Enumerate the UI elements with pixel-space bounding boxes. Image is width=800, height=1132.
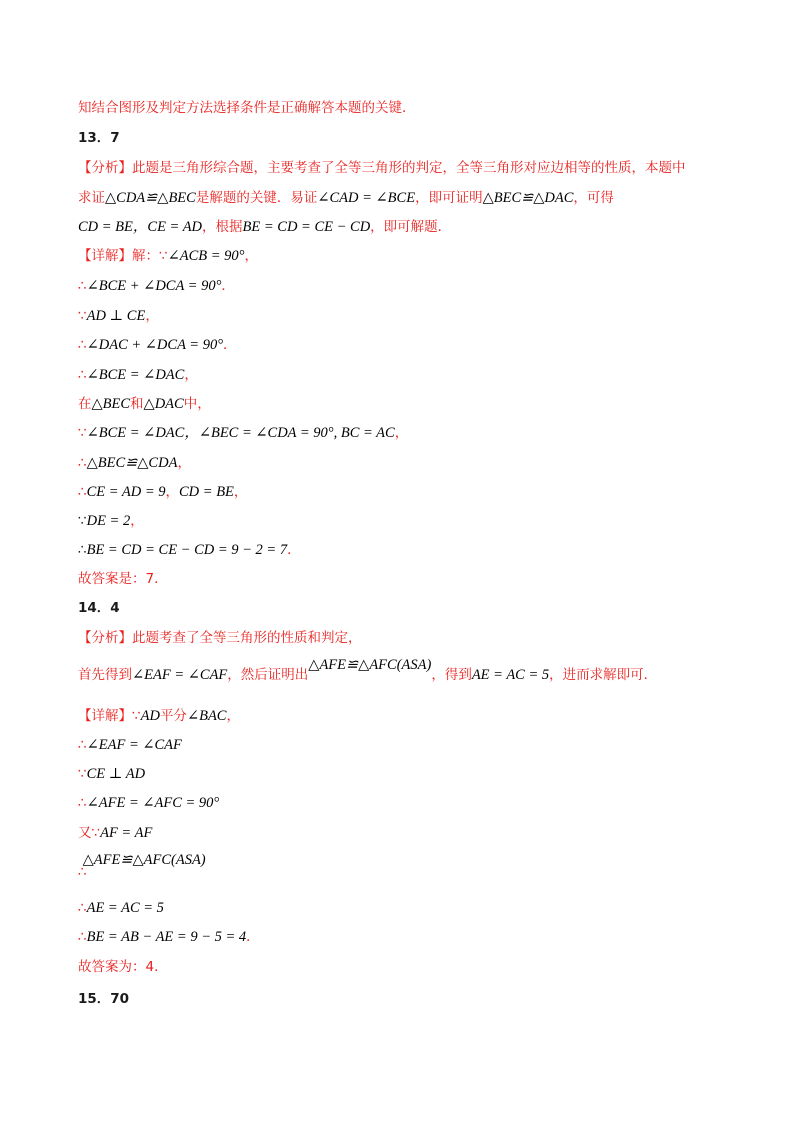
text: 【详解】解：∵ xyxy=(78,248,168,264)
text: 【分析】此题考查了全等三角形的性质和判定， xyxy=(78,630,362,646)
math-expression: CD = BE xyxy=(179,484,234,500)
answer-heading-13 xyxy=(78,128,120,148)
text: 中， xyxy=(183,396,211,412)
text: 在 xyxy=(78,396,92,412)
text: 【分析】此题是三角形综合题，主要考查了全等三角形的判定，全等三角形对应边相等的性质，本题中 xyxy=(78,160,686,176)
math-expression: △DAC xyxy=(143,396,184,412)
math-expression: BE = AB − AE = 9 − 5 = 4 xyxy=(86,929,247,945)
text: ． xyxy=(246,929,260,945)
text: ，可得 xyxy=(573,190,614,206)
text: ∴ xyxy=(78,367,87,383)
math-expression: AE = AC = 5 xyxy=(471,667,550,683)
text: 13．7 xyxy=(78,130,120,146)
math-expression: ∠BCE = ∠DAC，∠BEC = ∠CDA = 90°, BC = AC xyxy=(86,425,395,441)
math-expression: △AFE≌△AFC(ASA) xyxy=(308,657,432,673)
text: 故答案是：7． xyxy=(78,571,168,587)
analysis-line xyxy=(78,188,614,208)
answer-line xyxy=(78,957,168,977)
text: ∴ xyxy=(78,542,87,558)
math-expression: ∠ACB = 90° xyxy=(167,248,245,264)
solution-line xyxy=(78,823,152,843)
text: 故答案为：4． xyxy=(78,959,168,975)
text: 平分 xyxy=(159,708,187,724)
text: ，得到 xyxy=(431,667,472,683)
solution-line xyxy=(78,706,240,726)
math-expression: ∠BAC xyxy=(186,708,227,724)
text: ∵ xyxy=(78,766,87,782)
text: ． xyxy=(221,278,235,294)
solution-line xyxy=(78,365,198,385)
solution-line xyxy=(78,927,260,947)
math-expression: ∠BCE = ∠DAC xyxy=(86,367,185,383)
math-expression: CE = AD = 9 xyxy=(86,484,166,500)
math-expression: AD xyxy=(140,708,160,724)
answer-heading-15 xyxy=(78,989,129,1009)
solution-line xyxy=(78,511,144,531)
math-expression: AD ⊥ CE xyxy=(86,308,146,324)
math-expression: CD = BE，CE = AD xyxy=(78,219,203,235)
text: 14．4 xyxy=(78,600,120,616)
text: ， xyxy=(394,425,409,441)
analysis-line xyxy=(78,217,451,237)
text: ，即可解题． xyxy=(370,219,452,235)
text: ∴ xyxy=(78,737,87,753)
text: ，根据 xyxy=(202,219,243,235)
math-expression: BE = CD = CE − CD xyxy=(242,219,371,235)
text: ，进而求解即可． xyxy=(549,667,658,683)
math-expression: AE = AC = 5 xyxy=(86,900,164,916)
solution-line xyxy=(78,764,145,784)
text: ， xyxy=(130,513,144,529)
math-expression: BE = CD = CE − CD = 9 − 2 = 7 xyxy=(86,542,288,558)
text-line xyxy=(78,98,416,118)
math-expression: ∠DAC + ∠DCA = 90° xyxy=(86,337,223,353)
solution-line xyxy=(78,246,258,266)
text: 是解题的关键．易证 xyxy=(195,190,318,206)
text: ， xyxy=(226,708,240,724)
math-expression: ∠EAF = ∠CAF xyxy=(132,667,228,683)
text: ，即可证明 xyxy=(415,190,483,206)
text: 知结合图形及判定方法选择条件是正确解答本题的关键． xyxy=(78,100,416,116)
text: 15．70 xyxy=(78,991,130,1007)
text: ∴ xyxy=(78,929,87,945)
solution-line xyxy=(78,852,210,882)
text: ，然后证明出 xyxy=(227,667,309,683)
solution-line xyxy=(78,453,191,473)
math-expression: ∠CAD = ∠BCE xyxy=(317,190,416,206)
math-expression: ∠EAF = ∠CAF xyxy=(86,737,182,753)
math-expression: DE = 2 xyxy=(86,513,131,529)
text: ∴ xyxy=(78,484,87,500)
analysis-line xyxy=(78,657,658,685)
text: ， xyxy=(165,484,180,500)
text: ∴ xyxy=(78,864,87,880)
text: ， xyxy=(233,484,248,500)
text: ． xyxy=(287,542,301,558)
text: 求证 xyxy=(78,190,105,206)
analysis-line xyxy=(78,628,362,648)
answer-line xyxy=(78,569,168,589)
solution-line xyxy=(78,394,211,414)
text: ∵ xyxy=(78,425,87,441)
math-expression: △AFE≌△AFC(ASA) xyxy=(82,852,206,868)
text: ∴ xyxy=(78,455,87,471)
answer-heading-14 xyxy=(78,598,120,618)
math-expression: CE ⊥ AD xyxy=(86,766,146,782)
solution-line xyxy=(78,898,164,918)
text: 【详解】∵ xyxy=(78,708,141,724)
text: ， xyxy=(177,455,191,471)
text: ∴ xyxy=(78,337,87,353)
solution-line xyxy=(78,276,235,296)
text: ∴ xyxy=(78,900,87,916)
solution-line xyxy=(78,335,237,355)
text: ， xyxy=(184,367,198,383)
text: ∵ xyxy=(78,513,87,529)
math-expression: AF = AF xyxy=(100,825,153,841)
solution-line xyxy=(78,540,301,560)
solution-line xyxy=(78,735,182,755)
math-expression: ∠AFE = ∠AFC = 90° xyxy=(86,795,220,811)
solution-line xyxy=(78,423,408,443)
math-expression: △CDA≌△BEC xyxy=(105,190,196,206)
text: 首先得到 xyxy=(78,667,132,683)
text: 和 xyxy=(130,396,144,412)
text: 又∵ xyxy=(78,825,101,841)
text: ∵ xyxy=(78,308,87,324)
text: ， xyxy=(244,248,258,264)
text: ． xyxy=(223,337,237,353)
math-expression: △BEC≌△CDA xyxy=(86,455,178,471)
text: ∴ xyxy=(78,278,87,294)
solution-line xyxy=(78,306,159,326)
math-expression: △BEC xyxy=(91,396,131,412)
math-expression: △BEC≌△DAC xyxy=(482,190,574,206)
text: ， xyxy=(145,308,159,324)
math-expression: ∠BCE + ∠DCA = 90° xyxy=(86,278,222,294)
text: ∴ xyxy=(78,795,87,811)
analysis-line xyxy=(78,158,686,178)
solution-line xyxy=(78,793,219,813)
solution-line xyxy=(78,482,247,502)
